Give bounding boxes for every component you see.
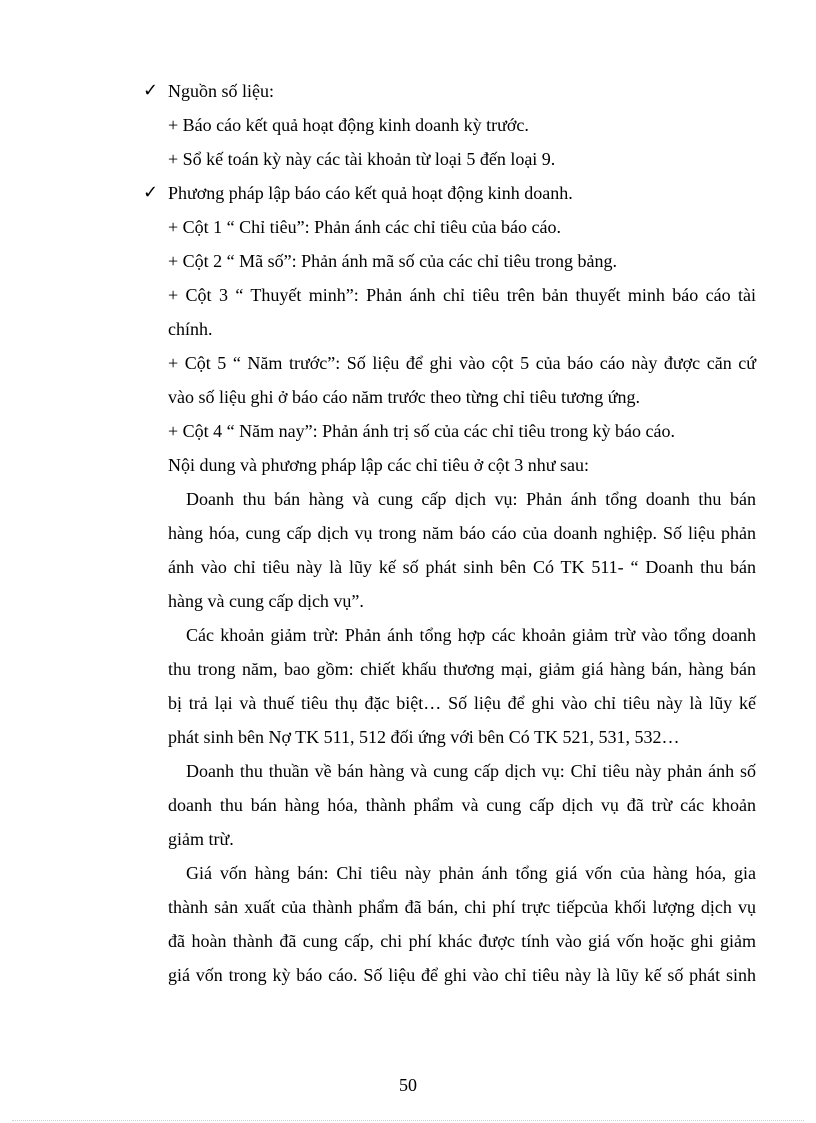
text-line: bị trả lại và thuế tiêu thụ đặc biệt… Số liệu để ghi vào chỉ tiêu này là lũy kế [168,693,756,713]
text-line: + Cột 4 “ Năm nay”: Phản ánh trị số của các chỉ tiêu trong kỳ báo cáo. [168,421,675,441]
text-line: giảm trừ. [168,829,234,849]
text-line: + Cột 2 “ Mã số”: Phản ánh mã số của các chỉ tiêu trong bảng. [168,251,618,271]
text-line: + Cột 1 “ Chỉ tiêu”: Phản ánh các chỉ tiêu của báo cáo. [168,217,562,237]
text-line: Nguồn số liệu: [168,81,274,101]
check-bullet-icon: ✓ [143,80,159,101]
text-line: Giá vốn hàng bán: Chỉ tiêu này phản ánh tổng giá vốn của hàng hóa, gia [186,863,756,883]
text-line: thành sản xuất của thành phẩm đã bán, chi phí trực tiếpcủa khối lượng dịch vụ [168,897,756,917]
text-line: Các khoản giảm trừ: Phản ánh tổng hợp các khoản giảm trừ vào tổng doanh [186,625,756,645]
text-line: phát sinh bên Nợ TK 511, 512 đối ứng với bên Có TK 521, 531, 532… [168,727,680,747]
text-line: Phương pháp lập báo cáo kết quả hoạt động kinh doanh. [168,183,573,203]
text-line: chính. [168,319,213,339]
text-line: ánh vào chỉ tiêu này là lũy kế số phát sinh bên Có TK 511- “ Doanh thu bán [168,557,756,577]
text-line: đã hoàn thành đã cung cấp, chi phí khác được tính vào giá vốn hoặc ghi giảm [168,931,756,951]
text-line: Doanh thu thuần về bán hàng và cung cấp dịch vụ: Chỉ tiêu này phản ánh số [186,761,756,781]
text-line: vào số liệu ghi ở báo cáo năm trước theo từng chỉ tiêu tương ứng. [168,387,640,407]
text-line: Nội dung và phương pháp lập các chỉ tiêu ở cột 3 như sau: [168,455,589,475]
check-bullet-icon: ✓ [143,182,159,203]
text-line: + Cột 5 “ Năm trước”: Số liệu để ghi vào cột 5 của báo cáo này được căn cứ [168,353,756,373]
text-line: doanh thu bán hàng hóa, thành phẩm và cung cấp dịch vụ đã trừ các khoản [168,795,756,815]
text-line: + Cột 3 “ Thuyết minh”: Phản ánh chỉ tiêu trên bản thuyết minh báo cáo tài [168,285,756,305]
text-line: hàng và cung cấp dịch vụ”. [168,591,364,611]
text-line: hàng hóa, cung cấp dịch vụ trong năm báo cáo của doanh nghiệp. Số liệu phản [168,523,756,543]
text-line: + Báo cáo kết quả hoạt động kinh doanh kỳ trước. [168,115,529,135]
text-line: giá vốn trong kỳ báo cáo. Số liệu để ghi vào chỉ tiêu này là lũy kế số phát sinh [168,965,756,985]
page-number: 50 [399,1075,417,1095]
page-bottom-divider [12,1120,804,1121]
text-line: thu trong năm, bao gồm: chiết khấu thương mại, giảm giá hàng bán, hàng bán [168,659,756,679]
text-line: Doanh thu bán hàng và cung cấp dịch vụ: Phản ánh tổng doanh thu bán [186,489,756,509]
text-line: + Sổ kế toán kỳ này các tài khoản từ loại 5 đến loại 9. [168,149,556,169]
